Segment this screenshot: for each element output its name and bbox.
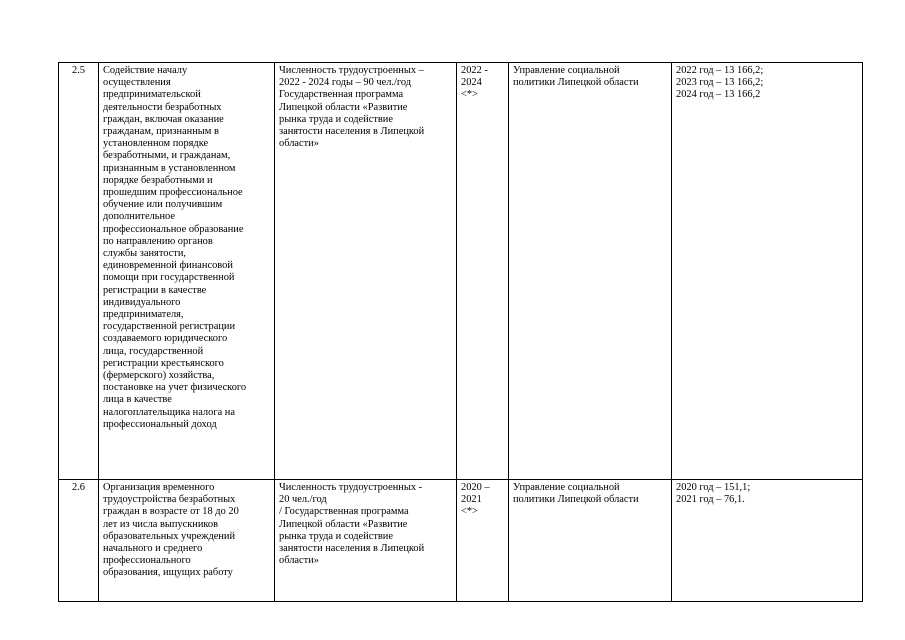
measure-period: 2022 - 2024 <*> (457, 63, 509, 480)
program-measures-table (58, 62, 863, 602)
measure-funding: 2022 год – 13 166,2; 2023 год – 13 166,2; 2024 год – 13 166,2 (672, 63, 863, 480)
measure-funding: 2020 год – 151,1; 2021 год – 76,1. (672, 480, 863, 602)
measure-executor: Управление социальной политики Липецкой области (509, 63, 672, 480)
table-row (59, 480, 863, 602)
measure-executor: Управление социальной политики Липецкой области (509, 480, 672, 602)
measure-activity: Организация временного трудоустройства безработных граждан в возрасте от 18 до 20 лет из числа выпускников образовательных учреждений начального и среднего профессионального образования, ищущих работу (99, 480, 275, 602)
measure-period: 2020 – 2021 <*> (457, 480, 509, 602)
measure-indicator: Численность трудоустроенных - 20 чел./год / Государственная программа Липецкой области «Развитие рынка труда и содействие занятости населения в Липецкой области» (275, 480, 457, 602)
measure-indicator: Численность трудоустроенных – 2022 - 2024 годы – 90 чел./год Государственная программа Липецкой области «Развитие рынка труда и содействие занятости населения в Липецкой области» (275, 63, 457, 480)
measure-activity: Содействие началу осуществления предпринимательской деятельности безработных граждан, включая оказание гражданам, признанным в установленном порядке безработными, и гражданам, признанным в установленном порядке безработными и прошедшим профессиональное обучение или получившим дополнительное профессиональное образование по направлению органов службы занятости, единовременной финансовой помощи при государственной регистрации в качестве индивидуального предпринимателя, государственной регистрации создаваемого юридического лица, государственной регистрации крестьянского (фермерского) хозяйства, постановке на учет физического лица в качестве налогоплательщика налога на профессиональный доход (99, 63, 275, 480)
measure-number: 2.6 (59, 480, 99, 602)
table-row (59, 63, 863, 480)
measure-number: 2.5 (59, 63, 99, 480)
